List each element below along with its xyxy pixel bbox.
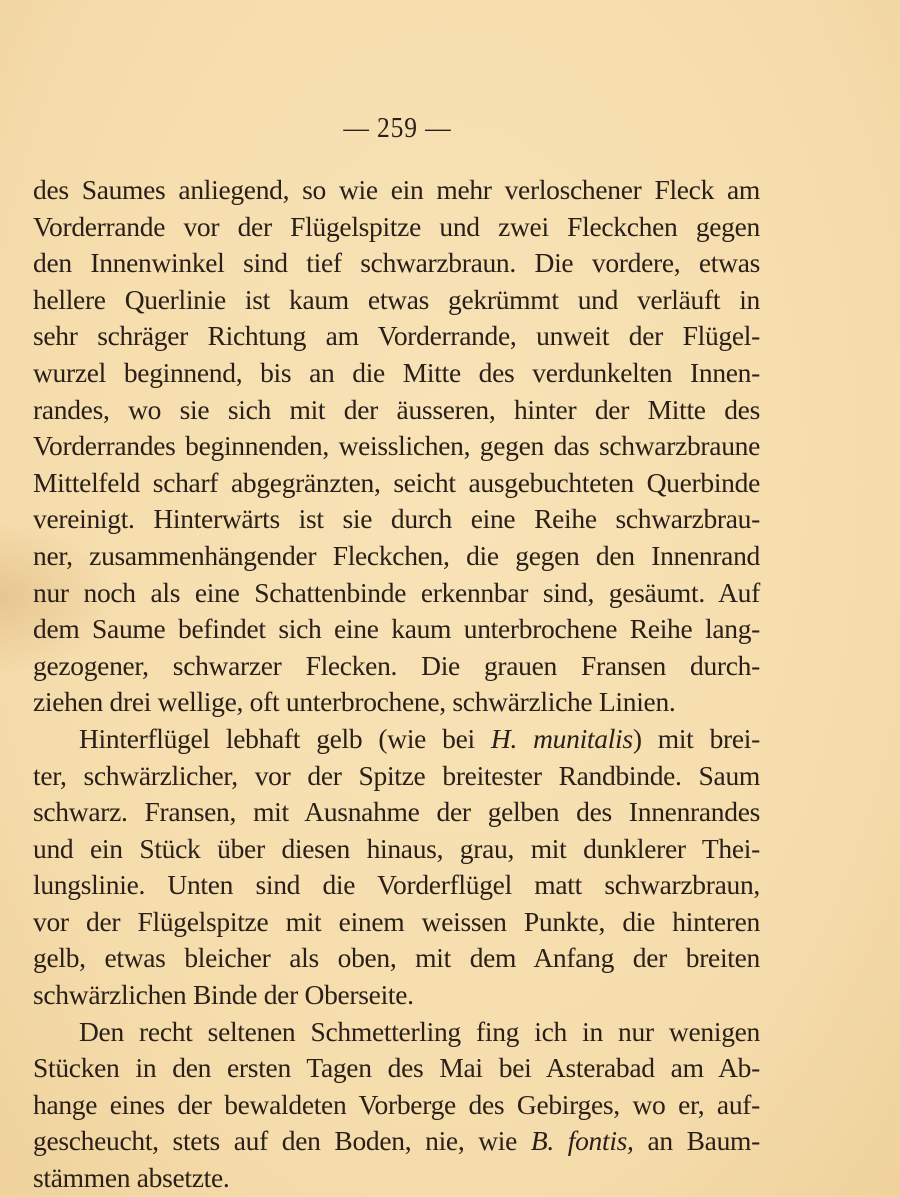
text-line: stämmen absetzte.	[33, 1162, 230, 1194]
text-line: ter, schwärzlicher, vor der Spitze breitester Randbinde. Saum	[33, 759, 760, 791]
text-segment: Hinterflügel lebhaft gelb (wie bei	[79, 722, 491, 754]
text-line: dem Saume befindet sich eine kaum unterbrochene Reihe lang-	[33, 613, 760, 645]
text-line: schwärzlichen Binde der Oberseite.	[33, 979, 414, 1011]
species-name: B. fontis,	[530, 1125, 634, 1157]
text-line: nur noch als eine Schattenbinde erkennbar sind, gesäumt. Auf	[33, 576, 760, 608]
text-line: vereinigt. Hinterwärts ist sie durch eine Reihe schwarzbrau-	[33, 503, 760, 535]
text-line: wurzel beginnend, bis an die Mitte des verdunkelten Innen-	[33, 356, 760, 388]
text-line: hellere Querlinie ist kaum etwas gekrümmt und verläuft in	[33, 283, 760, 315]
text-line: des Saumes anliegend, so wie ein mehr verloschener Fleck am	[33, 174, 760, 205]
text-line: schwarz. Fransen, mit Ausnahme der gelben des Innenrandes	[33, 796, 760, 828]
text-line: Vorderrande vor der Flügelspitze und zwei Fleckchen gegen	[33, 210, 760, 242]
paragraph	[33, 721, 760, 1014]
text-line	[33, 1123, 760, 1160]
text-line: gezogener, schwarzer Flecken. Die grauen Fransen durch-	[33, 649, 760, 681]
species-name: H. munitalis	[490, 722, 633, 754]
text-line: gelb, etwas bleicher als oben, mit dem Anfang der breiten	[33, 942, 760, 974]
text-line: Stücken in den ersten Tagen des Mai bei Asterabad am Ab-	[33, 1052, 760, 1084]
text-line: randes, wo sie sich mit der äusseren, hinter der Mitte des	[33, 393, 760, 425]
paragraph	[33, 172, 760, 721]
text-line: ner, zusammenhängender Fleckchen, die gegen den Innenrand	[33, 539, 760, 571]
text-line: Mittelfeld scharf abgegränzten, seicht ausgebuchteten Querbinde	[33, 466, 760, 498]
text-line: Den recht seltenen Schmetterling fing ich in nur wenigen	[79, 1015, 760, 1047]
text-line: vor der Flügelspitze mit einem weissen Punkte, die hinteren	[33, 905, 760, 937]
page-number: — 259 —	[343, 112, 452, 144]
text-line: und ein Stück über diesen hinaus, grau, mit dunklerer Thei-	[33, 832, 760, 864]
text-line: sehr schräger Richtung am Vorderrande, unweit der Flügel-	[33, 320, 760, 352]
text-line: hange eines der bewaldeten Vorberge des Gebirges, wo er, auf-	[33, 1088, 760, 1120]
text-segment: ) mit brei-	[632, 722, 760, 754]
text-line: ziehen drei wellige, oft unterbrochene, schwärzliche Linien.	[33, 686, 676, 718]
body-text	[33, 172, 760, 1197]
text-line: Vorderrandes beginnenden, weisslichen, gegen das schwarzbraune	[33, 430, 760, 462]
text-line: lungslinie. Unten sind die Vorderflügel matt schwarzbraun,	[33, 869, 760, 901]
text-segment: gescheucht, stets auf den Boden, nie, wie	[33, 1125, 531, 1157]
text-line	[33, 721, 760, 758]
text-segment: an Baum-	[633, 1125, 760, 1157]
paragraph	[33, 1014, 760, 1197]
text-line: den Innenwinkel sind tief schwarzbraun. Die vordere, etwas	[33, 247, 760, 279]
